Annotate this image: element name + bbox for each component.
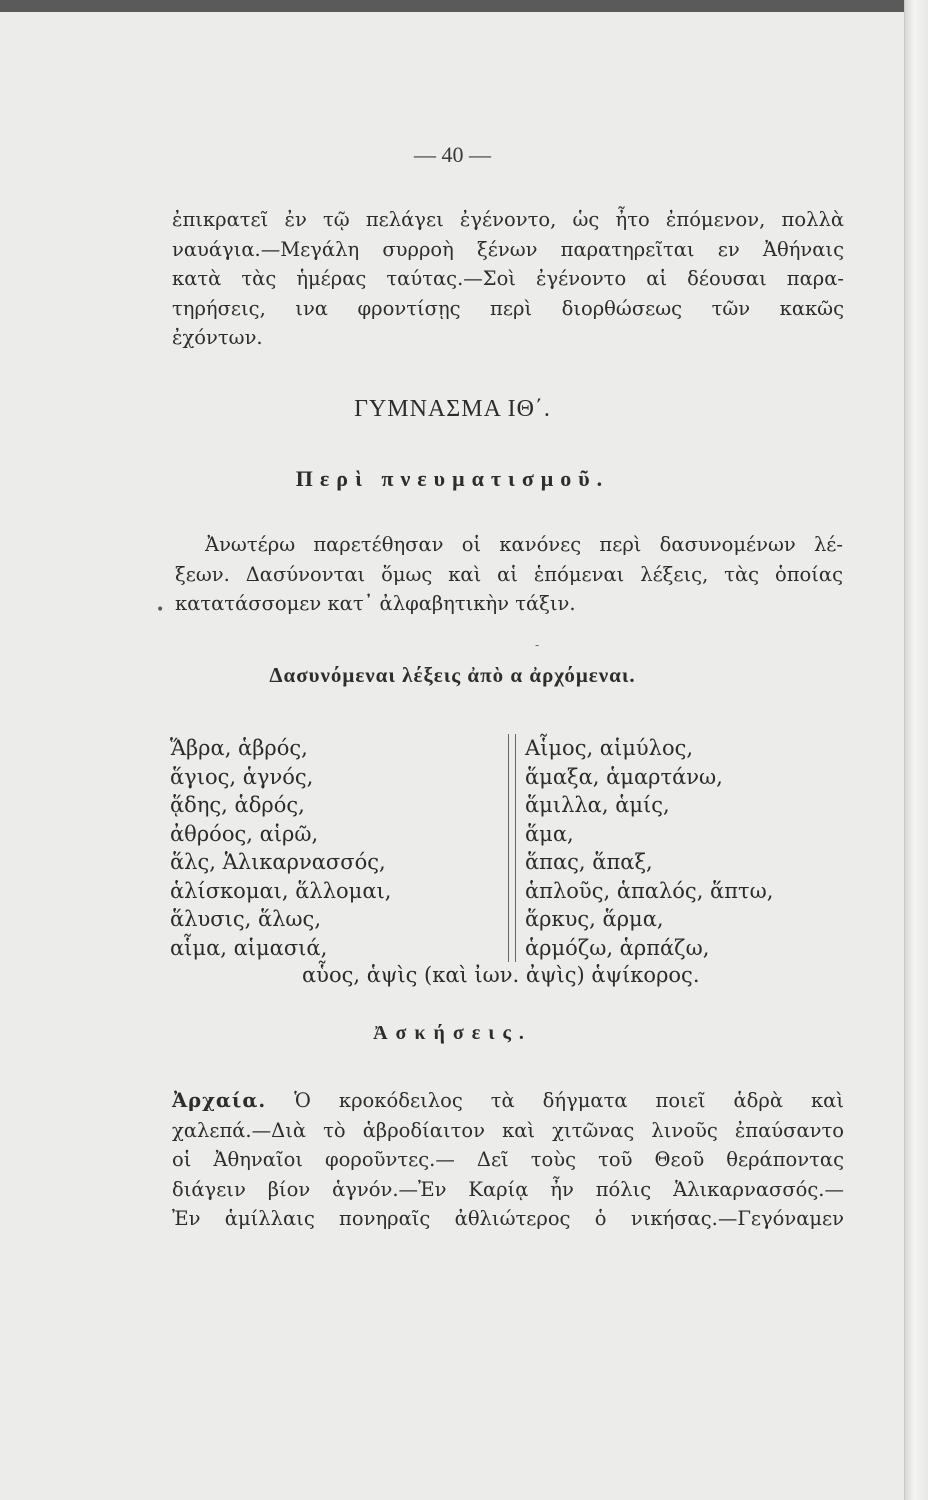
section-title: ΓΥΜΝΑΣΜΑ ΙΘ΄. xyxy=(354,396,551,422)
exercise-line: χαλεπά.—Διὰ τὸ ἁβροδίαιτον καὶ χιτῶνας λινοῦς ἐπαύσαντο xyxy=(172,1118,844,1142)
word-list xyxy=(170,734,810,962)
exercise-line-text: Ὁ κροκόδειλος τὰ δήγματα ποιεῖ ἁδρὰ καὶ xyxy=(266,1089,844,1112)
word-list-title: Δασυνόμεναι λέξεις ἀπὸ α ἀρχόμεναι. xyxy=(269,663,636,687)
word-entry: αἷμα, αἱμασιά, xyxy=(170,935,328,960)
word-column-left xyxy=(170,734,500,962)
word-entry: ἅγιος, ἁγνός, xyxy=(170,764,314,789)
word-entry: Ἅβρα, ἁβρός, xyxy=(170,736,308,760)
word-entry: ἅμιλλα, ἁμίς, xyxy=(525,793,670,817)
intro-line: τηρήσεις, ινα φροντίσῃς περὶ διορθώσεως τῶν κακῶς xyxy=(172,296,844,320)
intro-line: ἐχόντων. xyxy=(172,326,263,349)
intro-paragraph xyxy=(172,205,844,353)
intro-line: κατὰ τὰς ἡμέρας ταύτας.—Σοὶ ἐγένοντο αἱ δέουσαι παρα- xyxy=(172,267,844,290)
rules-line: ξεων. Δασύνονται ὅμως καὶ αἱ ἑπόμεναι λέξεις, τὰς ὁποίας xyxy=(175,562,843,586)
exercise-line: διάγειν βίον ἁγνόν.—Ἐν Καρίᾳ ἦν πόλις Ἁλικαρνασσός.— xyxy=(172,1177,844,1201)
scan-page-edge xyxy=(904,0,928,1500)
word-entry: ἁρμόζω, ἁρπάζω, xyxy=(525,935,710,960)
intro-line: ἐπικρατεῖ ἐν τῷ πελάγει ἐγένοντο, ὡς ἦτο ἐπόμενον, πολλὰ xyxy=(172,208,844,231)
page-number: — 40 — xyxy=(414,142,491,167)
exercise-lead: Ἀρχαία. xyxy=(172,1089,267,1112)
exercise-paragraph xyxy=(172,1086,844,1234)
section-subtitle: Περὶ πνευματισμοῦ. xyxy=(295,466,610,491)
word-entry: ἅπας, ἅπαξ, xyxy=(525,850,653,874)
word-column-right xyxy=(525,734,825,962)
word-entry: ᾅδης, ἁδρός, xyxy=(170,793,305,817)
word-entry: ἅμα, xyxy=(525,821,574,846)
word-entry: ἀθρόος, αἱρῶ, xyxy=(170,821,319,846)
rules-line: Ἀνωτέρω παρετέθησαν οἱ κανόνες περὶ δασυνομένων λέ- xyxy=(205,533,843,556)
exercise-line: Ἐν ἁμίλλαις πονηραῖς ἀθλιώτερος ὁ νικήσας.—Γεγόναμεν xyxy=(172,1207,844,1230)
word-list-continuation: αὗος, ἁψὶς (καὶ ἰων. ἀψὶς) ἁψίκορος. xyxy=(302,963,700,987)
column-divider xyxy=(508,734,516,962)
word-entry: ἅλς, Ἁλικαρνασσός, xyxy=(170,850,386,874)
word-entry: ἅμαξα, ἁμαρτάνω, xyxy=(525,764,723,789)
rules-line: κατατάσσομεν κατ᾽ ἀλφαβητικὴν τάξιν. xyxy=(175,592,576,615)
rules-paragraph xyxy=(175,530,843,619)
intro-line: ναυάγια.—Μεγάλη συρροὴ ξένων παρατηρεῖται εν Ἀθήναις xyxy=(172,237,844,261)
word-entry: Αἷμος, αἱμύλος, xyxy=(525,736,694,760)
margin-mark: • xyxy=(156,602,165,618)
exercise-line: οἱ Ἀθηναῖοι φοροῦντες.— Δεῖ τοὺς τοῦ Θεοῦ θεράποντας xyxy=(172,1148,844,1171)
word-entry: ἁλίσκομαι, ἅλλομαι, xyxy=(170,878,392,903)
exercises-title: Ἀσκήσεις. xyxy=(373,1022,532,1044)
word-entry: ἅρκυς, ἅρμα, xyxy=(525,907,664,931)
word-entry: ἅλυσις, ἅλως, xyxy=(170,907,321,931)
margin-mark: - xyxy=(535,638,540,652)
exercise-line xyxy=(172,1086,844,1116)
word-entry: ἁπλοῦς, ἁπαλός, ἅπτω, xyxy=(525,878,774,903)
